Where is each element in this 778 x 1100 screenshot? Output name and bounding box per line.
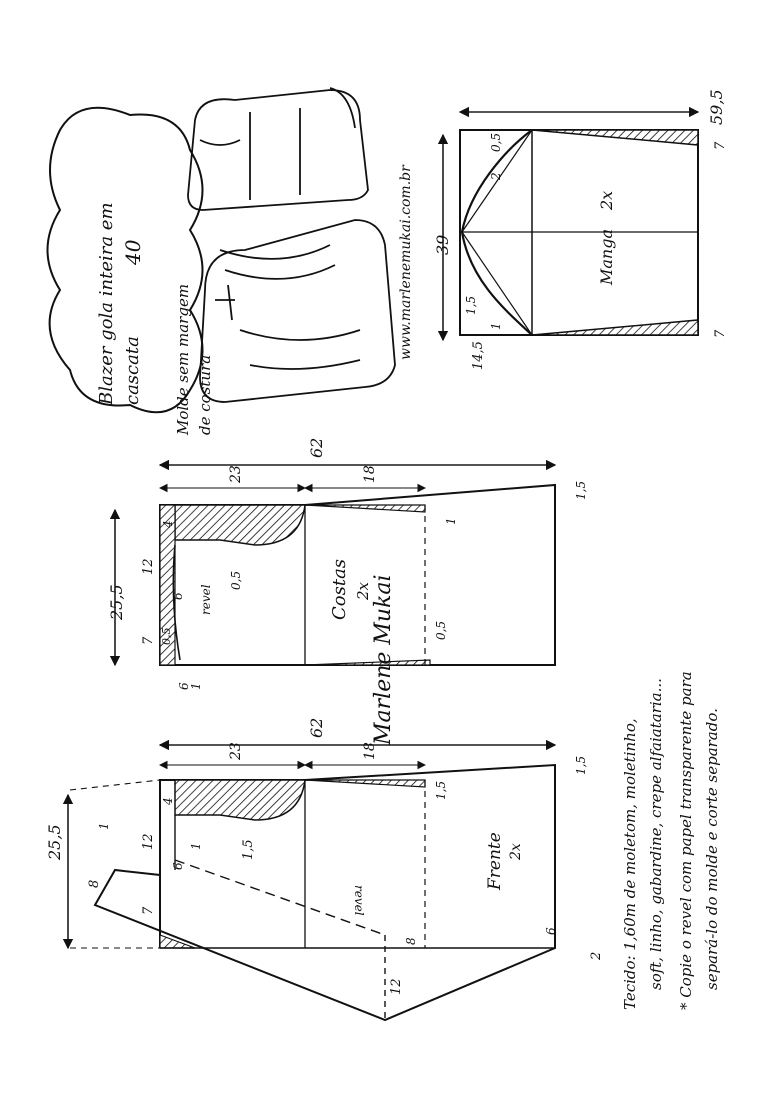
sleeve-qty: 2x	[597, 190, 616, 210]
front-m-6-b: 6	[544, 927, 558, 935]
back-m-23: 23	[228, 465, 244, 483]
sleeve-m-2: 2	[489, 172, 503, 180]
back-label: Costas	[329, 558, 350, 620]
back-revel: revel	[199, 584, 213, 615]
back-m-7: 7	[141, 636, 156, 645]
back-qty: 2x	[354, 581, 372, 600]
front-piece	[45, 718, 604, 1020]
front-qty: 2x	[508, 843, 524, 860]
front-m-1-b: 1	[189, 842, 203, 850]
front-m-4: 4	[161, 797, 175, 805]
front-m-1: 1	[97, 822, 111, 830]
back-m-12: 12	[141, 558, 156, 575]
sleeve-m-1-5: 1,5	[464, 295, 478, 315]
back-width: 25,5	[107, 584, 126, 620]
sleeve-m-1: 1	[489, 322, 503, 330]
back-m-0-5-b: 0,5	[160, 627, 173, 645]
front-m-12-b: 12	[389, 978, 404, 995]
front-m-8-a: 8	[87, 879, 102, 888]
front-m-1-5-b: 1,5	[434, 780, 448, 800]
front-m-18: 18	[362, 742, 378, 760]
fabric-notes	[621, 671, 721, 1010]
blazer-sketch-front	[200, 220, 395, 402]
signature: Marlene Mukai	[371, 574, 396, 745]
sleeve-label: Manga	[597, 228, 616, 285]
sleeve-m-0-5: 0,5	[489, 132, 503, 152]
back-m-4: 4	[161, 520, 175, 528]
front-m-12-a: 12	[141, 833, 156, 850]
front-width: 25,5	[45, 824, 64, 860]
note-seam-line2: de costura	[196, 354, 214, 435]
front-m-1-5-a: 1,5	[574, 755, 588, 775]
title-size: 40	[121, 239, 145, 265]
sleeve-width: 59,5	[707, 89, 726, 125]
back-m-1-b: 1	[189, 682, 203, 690]
note-seam-line1: Molde sem margem	[174, 283, 192, 435]
fabric-line3: * Copie o revel com papel transparente para	[677, 671, 695, 1010]
website-url: www.marlenemukai.com.br	[398, 165, 414, 360]
title-line2: cascata	[122, 336, 143, 405]
front-m-1-5-c: 1,5	[241, 839, 256, 860]
sleeve-m-7-bottom: 7	[713, 329, 728, 338]
front-m-8-b: 8	[404, 937, 418, 945]
back-m-1: 1	[444, 517, 458, 525]
title-line1: Blazer gola inteira em	[96, 202, 117, 405]
back-length: 62	[307, 437, 326, 458]
back-m-0-5-c: 0,5	[434, 620, 448, 640]
sleeve-cap-height: 39	[433, 234, 452, 255]
sleeve-m-7-top: 7	[713, 141, 728, 150]
front-revel: revel	[352, 885, 366, 916]
back-m-0-5-a: 0,5	[229, 570, 243, 590]
front-m-7: 7	[141, 906, 156, 915]
front-m-23: 23	[228, 742, 244, 760]
fabric-line4: separá-lo do molde e corte separado.	[703, 708, 721, 990]
fabric-line1: Tecido: 1,60m de moletom, moletinho,	[621, 718, 639, 1010]
sleeve-m-14-5: 14,5	[471, 341, 486, 370]
back-m-6-b: 6	[177, 682, 191, 690]
front-length: 62	[307, 717, 326, 738]
back-m-1-5: 1,5	[574, 480, 588, 500]
blazer-sketch-back	[188, 88, 368, 210]
front-m-6-a: 6	[171, 862, 185, 870]
back-piece	[107, 438, 588, 690]
sleeve-piece	[433, 89, 728, 370]
front-label: Frente	[485, 832, 505, 890]
back-m-18: 18	[362, 465, 378, 483]
fabric-line2: soft, linho, gabardine, crepe alfaiataria...	[647, 678, 665, 990]
front-m-2: 2	[589, 951, 604, 960]
back-m-6-a: 6	[171, 592, 185, 600]
